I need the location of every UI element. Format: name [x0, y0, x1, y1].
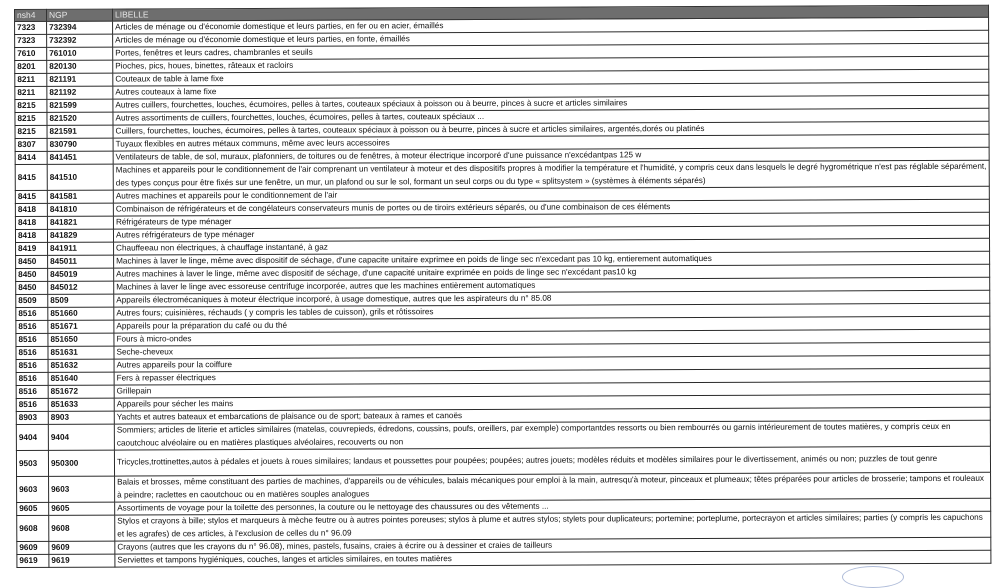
cell-ngp: 845011: [48, 255, 114, 268]
cell-ngp: 851633: [48, 398, 114, 411]
cell-ngp: 841510: [47, 164, 113, 190]
header-ngp: NGP: [47, 9, 113, 21]
cell-nsh4: 9609: [17, 541, 49, 554]
cell-libelle: Assortiments de voyage pour la toilette des personnes, la couture ou le nettoyage des chaussures ou des vêtements ...: [115, 498, 991, 515]
cell-libelle: Serviettes et tampons hygiéniques, couches, langes et articles similaires, en toutes matières: [115, 550, 991, 567]
cell-libelle: Chauffeeau non électriques, à chauffage instantané, à gaz: [114, 238, 990, 255]
header-nsh4: nsh4: [15, 9, 47, 21]
cell-libelle: Couteaux de table à lame fixe: [113, 69, 989, 86]
cell-ngp: 821591: [47, 125, 113, 138]
cell-libelle: Réfrigérateurs de type ménager: [113, 212, 989, 229]
cell-ngp: 841810: [47, 203, 113, 216]
cell-nsh4: 8415: [15, 190, 47, 203]
cell-ngp: 820130: [47, 60, 113, 73]
partial-stamp: [842, 566, 904, 588]
cell-nsh4: 8414: [15, 151, 47, 164]
cell-ngp: 851660: [48, 307, 114, 320]
cell-libelle: Yachts et autres bateaux et embarcations de plaisance ou de sport; bateaux à rames et canoës: [114, 407, 990, 424]
cell-nsh4: 8215: [15, 125, 47, 138]
cell-ngp: 8509: [48, 294, 114, 307]
cell-nsh4: 8450: [16, 268, 48, 281]
cell-nsh4: 8516: [16, 320, 48, 333]
cell-ngp: 821191: [47, 73, 113, 86]
cell-ngp: 851632: [48, 359, 114, 372]
cell-nsh4: 8509: [16, 294, 48, 307]
cell-nsh4: 8516: [16, 346, 48, 359]
cell-libelle: Autres assortiments de cuillers, fourchettes, louches, écumoires, pelles à tartes, couteaux spéciaux ...: [113, 108, 989, 125]
cell-nsh4: 8307: [15, 138, 47, 151]
cell-ngp: 841581: [47, 190, 113, 203]
cell-libelle: Appareils pour la préparation du café ou du thé: [114, 316, 990, 333]
cell-libelle: Autres appareils pour la coiffure: [114, 355, 990, 372]
cell-nsh4: 8419: [16, 242, 48, 255]
cell-ngp: 841911: [48, 242, 114, 255]
cell-ngp: 851631: [48, 346, 114, 359]
cell-nsh4: 8418: [15, 203, 47, 216]
scanned-tariff-sheet: [14, 5, 990, 568]
cell-libelle: Autres fours; cuisinières, réchauds ( y compris les tables de cuisson), grils et rôtissoires: [114, 303, 990, 320]
cell-nsh4: 8516: [16, 372, 48, 385]
cell-ngp: 851671: [48, 320, 114, 333]
table-body: [15, 17, 991, 567]
cell-ngp: 8903: [48, 411, 114, 424]
cell-libelle: Cuillers, fourchettes, louches, écumoires, pelles à tartes, couteaux spéciaux à poisson ou à beurre, pinces à sucre et articles similaires, argentés,dorés ou platinés: [113, 121, 989, 138]
cell-nsh4: 8415: [15, 164, 47, 190]
cell-ngp: 851640: [48, 372, 114, 385]
cell-nsh4: 8211: [15, 86, 47, 99]
cell-nsh4: 8450: [16, 281, 48, 294]
cell-ngp: 841829: [47, 229, 113, 242]
cell-ngp: 9603: [49, 476, 115, 502]
cell-libelle: Machines et appareils pour le conditionnement de l'air comprenant un ventilateur à moteur et des dispositifs propres à modifier la température et l'humidité, y compris ceux dans lesquels le degré hygrométrique n'est pas réglable séparément, des types conçus pour être fixés sur une fenêtre, un mur, un plafond ou sur le sol, formant un seul corps ou du type « splitsystem » (systèmes à éléments séparés): [113, 160, 989, 190]
cell-ngp: 9404: [48, 424, 114, 450]
cell-nsh4: 8516: [16, 385, 48, 398]
cell-nsh4: 8201: [15, 60, 47, 73]
cell-nsh4: 8516: [16, 307, 48, 320]
cell-ngp: 761010: [47, 47, 113, 60]
cell-nsh4: 8516: [16, 333, 48, 346]
cell-ngp: 950300: [48, 450, 114, 476]
tariff-table: [14, 5, 991, 568]
cell-libelle: Grillepain: [114, 381, 990, 398]
cell-libelle: Autres machines et appareils pour le conditionnement de l'air: [113, 186, 989, 203]
cell-nsh4: 7610: [15, 47, 47, 60]
cell-libelle: Seche-cheveux: [114, 342, 990, 359]
cell-nsh4: 8215: [15, 99, 47, 112]
cell-libelle: Autres machines à laver le linge, même avec dispositif de séchage, d'une capacité unitaire exprimée en poids de linge sec n'excédant pas10 kg: [114, 264, 990, 281]
cell-libelle: Autres couteaux à lame fixe: [113, 82, 989, 99]
cell-ngp: 821520: [47, 112, 113, 125]
cell-nsh4: 7323: [15, 21, 47, 34]
cell-ngp: 732394: [47, 21, 113, 34]
cell-nsh4: 9503: [16, 450, 48, 476]
cell-libelle: Fours à micro-ondes: [114, 329, 990, 346]
cell-ngp: 821599: [47, 99, 113, 112]
cell-libelle: Sommiers; articles de literie et articles similaires (matelas, couvrepieds, édredons, coussins, poufs, oreillers, par exemple) comportantdes ressorts ou bien rembourrés ou garnis intérieurement de toutes matières, y compris ceux en caoutchouc alvéolaire ou en matières plastiques alvéolaires, recouverts ou non: [114, 420, 990, 450]
cell-nsh4: 8516: [16, 398, 48, 411]
cell-nsh4: 8903: [16, 411, 48, 424]
cell-libelle: Portes, fenêtres et leurs cadres, chambranles et seuils: [113, 43, 989, 60]
cell-ngp: 732392: [47, 34, 113, 47]
cell-nsh4: 8215: [15, 112, 47, 125]
cell-libelle: Machines à laver le linge, même avec dispositif de séchage, d'une capacite unitaire exprimee en poids de linge sec n'excedant pas 10 kg, entierement automatiques: [114, 251, 990, 268]
cell-ngp: 851650: [48, 333, 114, 346]
cell-ngp: 841821: [47, 216, 113, 229]
cell-libelle: Articles de ménage ou d'économie domestique et leurs parties, en fer ou en acier, émaillés: [113, 17, 989, 34]
cell-libelle: Machines à laver le linge avec essoreuse centrifuge incorporée, autres que les machines entièrement automatiques: [114, 277, 990, 294]
cell-libelle: Ventilateurs de table, de sol, muraux, plafonniers, de toitures ou de fenêtres, à moteur électrique incorporé d'une puissance n'excédantpas 125 w: [113, 147, 989, 164]
cell-ngp: 9609: [49, 541, 115, 554]
cell-nsh4: 8418: [15, 229, 47, 242]
cell-libelle: Balais et brosses, même constituant des parties de machines, d'appareils ou de véhicules, balais mécaniques pour emploi à la main, autresqu'à moteur, pinceaux et plumeaux; têtes préparées pour articles de brosserie; tampons et rouleaux à peindre; raclettes en caoutchouc ou en matières souples analogues: [115, 472, 991, 502]
cell-ngp: 9608: [49, 515, 115, 541]
cell-libelle: Appareils pour sécher les mains: [114, 394, 990, 411]
cell-libelle: Fers à repasser électriques: [114, 368, 990, 385]
cell-ngp: 851672: [48, 385, 114, 398]
cell-libelle: Articles de ménage ou d'économie domestique et leurs parties, en fonte, émaillés: [113, 30, 989, 47]
cell-libelle: Autres cuillers, fourchettes, louches, écumoires, pelles à tartes, couteaux spéciaux à poisson ou à beurre, pinces à sucre et articles similaires: [113, 95, 989, 112]
cell-ngp: 845019: [48, 268, 114, 281]
cell-nsh4: 9404: [16, 424, 48, 450]
cell-libelle: Combinaison de réfrigérateurs et de congélateurs conservateurs munis de portes ou de tiroirs extérieurs séparés, ou d'une combinaison de ces éléments: [113, 199, 989, 216]
cell-nsh4: 7323: [15, 34, 47, 47]
cell-ngp: 9619: [49, 554, 115, 567]
cell-nsh4: 8418: [15, 216, 47, 229]
cell-nsh4: 8211: [15, 73, 47, 86]
cell-nsh4: 9619: [17, 554, 49, 567]
cell-nsh4: 9605: [17, 502, 49, 515]
cell-ngp: 821192: [47, 86, 113, 99]
cell-libelle: Crayons (autres que les crayons du n° 96.08), mines, pastels, fusains, craies à écrire ou à dessiner et craies de tailleurs: [115, 537, 991, 554]
cell-ngp: 841451: [47, 151, 113, 164]
cell-ngp: 830790: [47, 138, 113, 151]
cell-libelle: Appareils électromécaniques à moteur électrique incorporé, à usage domestique, autres que les aspirateurs du n° 85.08: [114, 290, 990, 307]
cell-libelle: Tricycles,trottinettes,autos à pédales et jouets à roues similaires; landaus et poussettes pour poupées; poupées; autres jouets; modèles réduits et modèles similaires pour le divertissement, animés ou non; puzzles de tout genre: [114, 446, 990, 476]
cell-libelle: Stylos et crayons à bille; stylos et marqueurs à mèche feutre ou à autres pointes poreuses; stylos à plume et autres stylos; stylets pour duplicateurs; portemine; porteplume, portecrayon et articles similaires; parties (y compris les capuchons et les agrafes) de ces articles, à l'exclusion de celles du n° 96.09: [115, 511, 991, 541]
cell-libelle: Pioches, pics, houes, binettes, râteaux et racloirs: [113, 56, 989, 73]
cell-nsh4: 9603: [17, 476, 49, 502]
cell-nsh4: 8516: [16, 359, 48, 372]
cell-nsh4: 8450: [16, 255, 48, 268]
cell-nsh4: 9608: [17, 515, 49, 541]
header-libelle: LIBELLE: [113, 5, 989, 21]
cell-libelle: Tuyaux flexibles en autres métaux communs, même avec leurs accessoires: [113, 134, 989, 151]
cell-ngp: 845012: [48, 281, 114, 294]
cell-ngp: 9605: [49, 502, 115, 515]
cell-libelle: Autres réfrigérateurs de type ménager: [113, 225, 989, 242]
